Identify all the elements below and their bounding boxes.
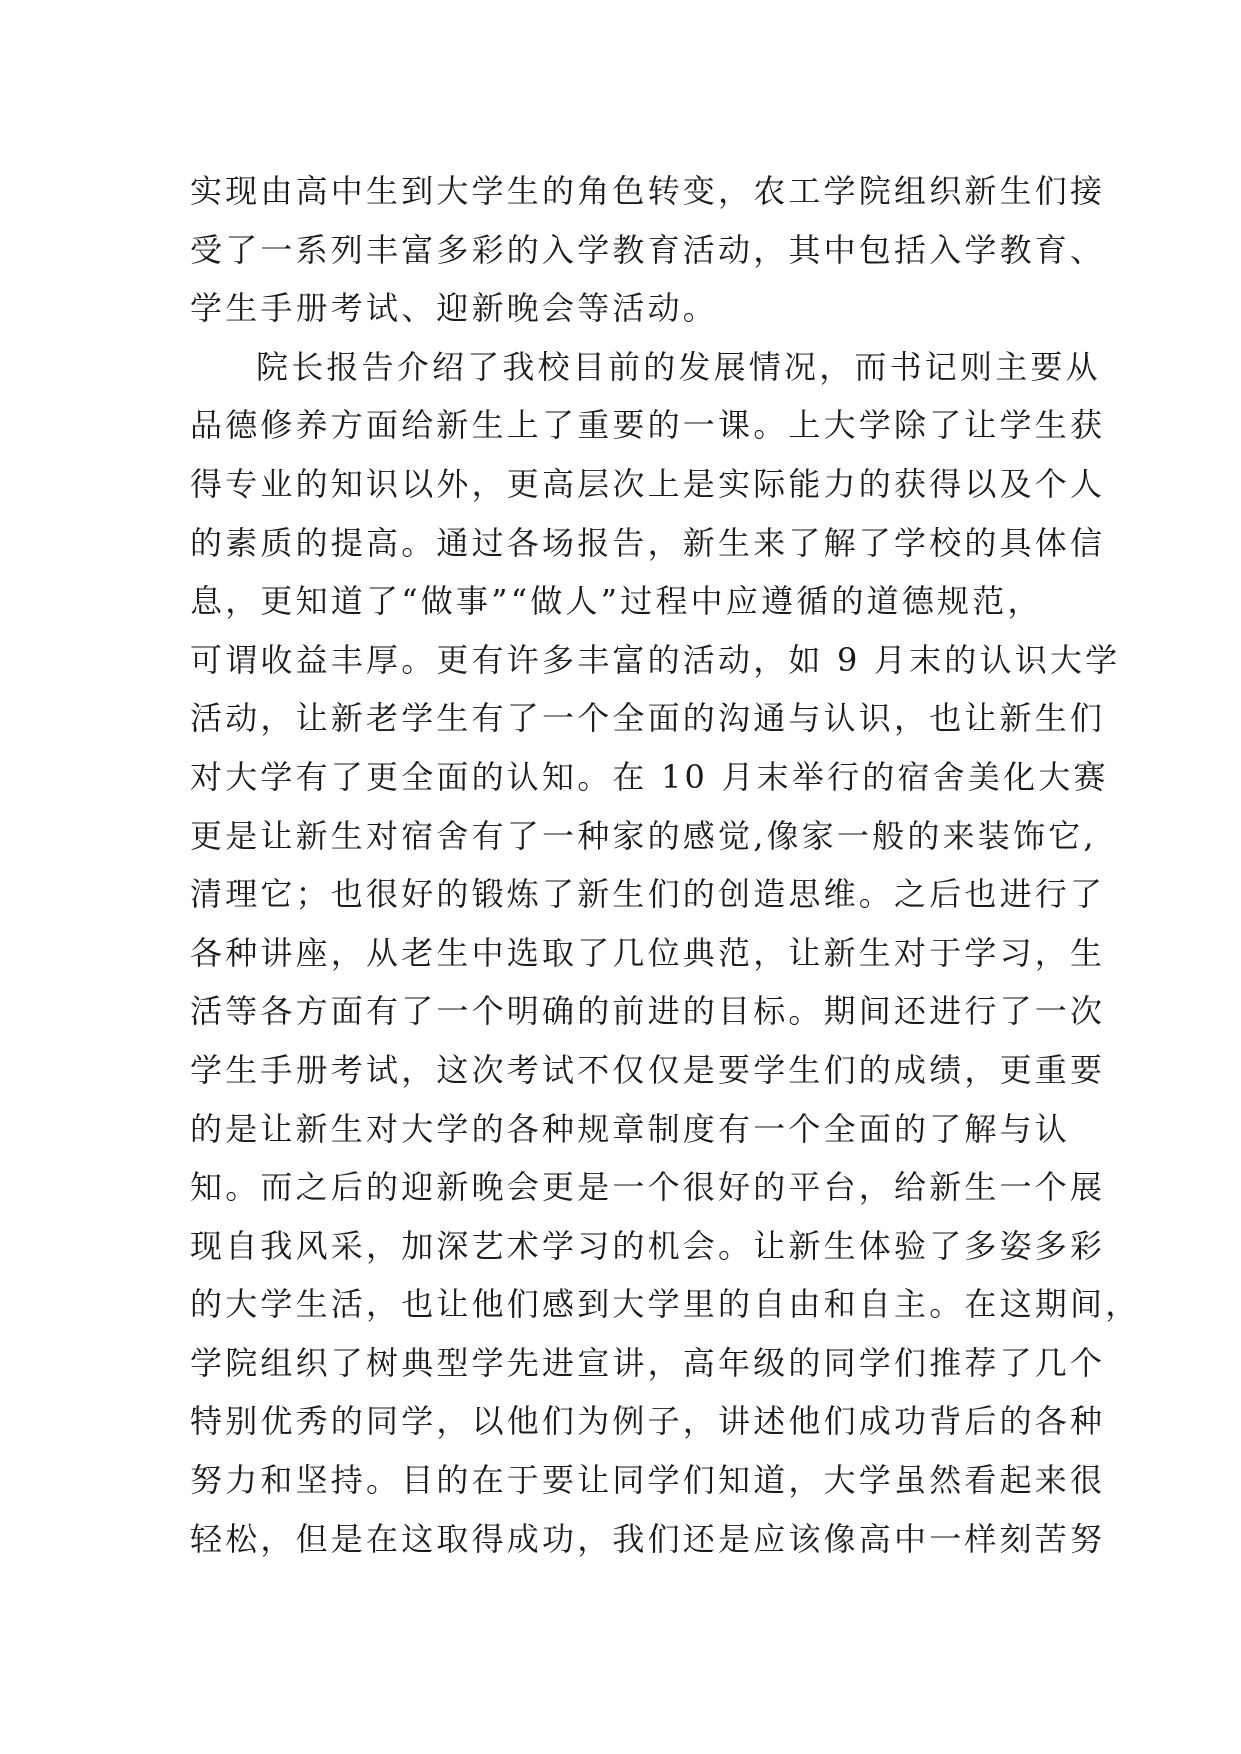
paragraph-line: 得专业的知识以外，更高层次上是实际能力的获得以及个人: [190, 464, 1106, 503]
paragraph-line: 努力和坚持。目的在于要让同学们知道，大学虽然看起来很: [190, 1461, 1106, 1500]
paragraph-line: 更是让新生对宿舍有了一种家的感觉,像家一般的来装饰它,: [190, 816, 1097, 855]
paragraph-line: 特别优秀的同学，以他们为例子，讲述他们成功背后的各种: [190, 1402, 1106, 1441]
paragraph-line: 受了一系列丰富多彩的入学教育活动，其中包括入学教育、: [190, 230, 1106, 269]
paragraph-line: 的素质的提高。通过各场报告，新生来了解了学校的具体信: [190, 523, 1106, 562]
paragraph-line: 息，更知道了“做事”“做人”过程中应遵循的道德规范，: [190, 582, 1043, 621]
paragraph-line: 清理它；也很好的锻炼了新生们的创造思维。之后也进行了: [190, 875, 1106, 914]
paragraph-first-line: 院长报告介绍了我校目前的发展情况，而书记则主要从: [256, 347, 1101, 386]
paragraph-line: 品德修养方面给新生上了重要的一课。上大学除了让学生获: [190, 406, 1106, 445]
paragraph-line: 学院组织了树典型学先进宣讲，高年级的同学们推荐了几个: [190, 1343, 1106, 1382]
body-text: [190, 162, 1141, 1568]
paragraph-line: 轻松，但是在这取得成功，我们还是应该像高中一样刻苦努: [190, 1519, 1106, 1558]
paragraph-line: 现自我风采，加深艺术学习的机会。让新生体验了多姿多彩: [190, 1226, 1106, 1265]
paragraph-line: 的是让新生对大学的各种规章制度有一个全面的了解与认: [190, 1109, 1071, 1148]
paragraph-line: 知。而之后的迎新晚会更是一个很好的平台，给新生一个展: [190, 1168, 1106, 1207]
paragraph-line: 的大学生活，也让他们感到大学里的自由和自主。在这期间，: [190, 1285, 1141, 1324]
paragraph-line: 活动，让新老学生有了一个全面的沟通与认识，也让新生们: [190, 699, 1106, 738]
paragraph-line: 学生手册考试，这次考试不仅仅是要学生们的成绩，更重要: [190, 1050, 1106, 1089]
paragraph-line: 实现由高中生到大学生的角色转变，农工学院组织新生们接: [190, 172, 1106, 210]
paragraph-line: 对大学有了更全面的认知。在 10 月末举行的宿舍美化大赛: [190, 757, 1109, 796]
paragraph-line: 各种讲座，从老生中选取了几位典范，让新生对于学习，生: [190, 933, 1106, 972]
paragraph-line: 可谓收益丰厚。更有许多丰富的活动，如 9 月末的认识大学: [190, 640, 1121, 679]
paragraph-line: 学生手册考试、迎新晚会等活动。: [190, 289, 719, 328]
paragraph-line: 活等各方面有了一个明确的前进的目标。期间还进行了一次: [190, 992, 1106, 1031]
